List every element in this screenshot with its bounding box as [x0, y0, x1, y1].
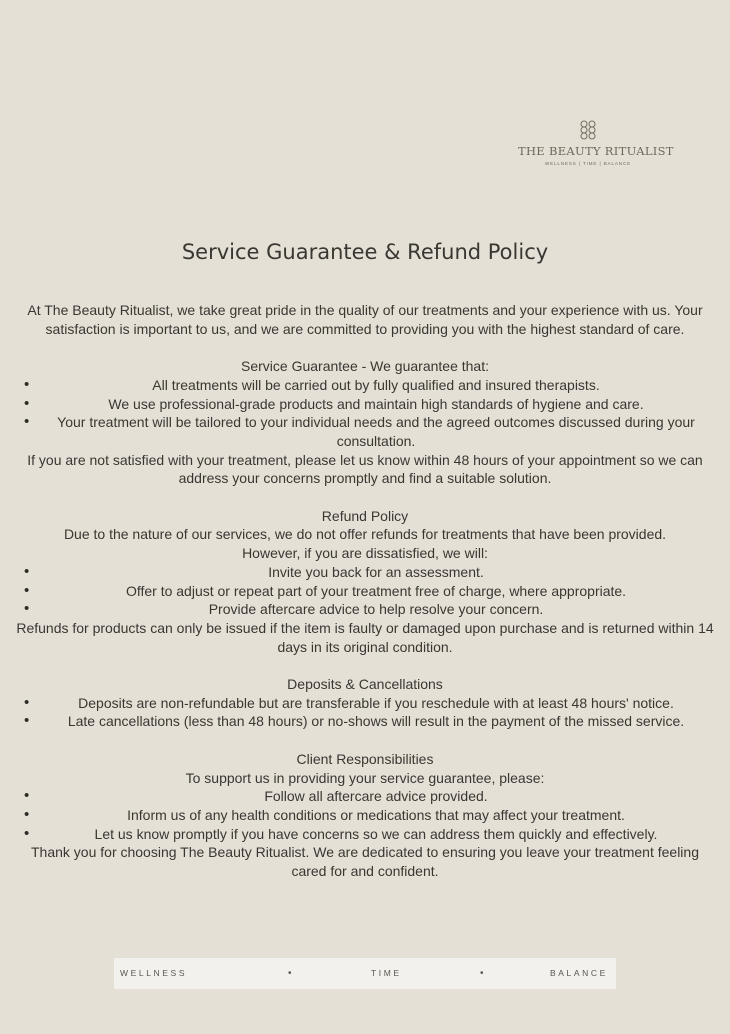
refund-line: Due to the nature of our services, we do not offer refunds for treatments that have been provided.: [63, 526, 667, 543]
refund-note: Refunds for products can only be issued if the item is faulty or damaged upon purchase and is returned within 14 days in its original condition.: [16, 619, 714, 655]
list-item: • Inform us of any health conditions or medications that may affect your treatment.: [16, 806, 714, 825]
brand-logo: [518, 118, 674, 166]
list-item: • Your treatment will be tailored to your individual needs and the agreed outcomes discussed during your consultation.: [16, 413, 714, 450]
guarantee-list: [16, 376, 714, 451]
list-item: • Invite you back for an assessment.: [16, 563, 714, 582]
responsibilities-list: [16, 787, 714, 843]
intro-paragraph: At The Beauty Ritualist, we take great pride in the quality of our treatments and your experience with us. Your satisfaction is important to us, and we are committed to providing you with the highest standard of care.: [27, 302, 703, 337]
policy-body: [16, 301, 714, 881]
deposits-heading: Deposits & Cancellations: [287, 676, 443, 693]
guarantee-heading: Service Guarantee - We guarantee that:: [241, 358, 489, 375]
responsibilities-intro: To support us in providing your service guarantee, please:: [185, 769, 545, 786]
list-item: • Provide aftercare advice to help resolve your concern.: [16, 600, 714, 619]
footer-separator: •: [480, 968, 484, 979]
guarantee-note: If you are not satisfied with your treatment, please let us know within 48 hours of your appointment so we can address your concerns promptly and find a suitable solution.: [27, 451, 703, 487]
list-item: • Let us know promptly if you have concerns so we can address them quickly and effectively.: [16, 825, 714, 844]
deposits-list: [16, 694, 714, 731]
list-item: • Deposits are non-refundable but are transferable if you reschedule with at least 48 hours' notice.: [16, 694, 714, 713]
list-item: • Late cancellations (less than 48 hours) or no-shows will result in the payment of the missed service.: [16, 712, 714, 731]
footer-bar: [114, 958, 616, 989]
list-item: • Follow all aftercare advice provided.: [16, 787, 714, 806]
footer-separator: •: [288, 968, 292, 979]
refund-heading: Refund Policy: [321, 507, 409, 524]
refund-list: [16, 563, 714, 619]
list-item: • We use professional-grade products and maintain high standards of hygiene and care.: [16, 395, 714, 414]
list-item: • All treatments will be carried out by fully qualified and insured therapists.: [16, 376, 714, 395]
brand-tagline: WELLNESS | TIME | BALANCE: [544, 161, 632, 166]
ornament-monogram-icon: [576, 118, 600, 142]
page-title: Service Guarantee & Refund Policy: [181, 240, 549, 264]
brand-name: THE BEAUTY RITUALIST: [518, 144, 674, 158]
refund-line: However, if you are dissatisfied, we will:: [242, 545, 488, 562]
responsibilities-heading: Client Responsibilities: [296, 750, 434, 767]
closing-paragraph: Thank you for choosing The Beauty Ritualist. We are dedicated to ensuring you leave your treatment feeling cared for and confident.: [31, 844, 699, 880]
footer-wellness: WELLNESS: [120, 968, 188, 978]
footer-balance: BALANCE: [550, 968, 608, 978]
list-item: • Offer to adjust or repeat part of your treatment free of charge, where appropriate.: [16, 582, 714, 601]
footer-time: TIME: [371, 968, 402, 978]
